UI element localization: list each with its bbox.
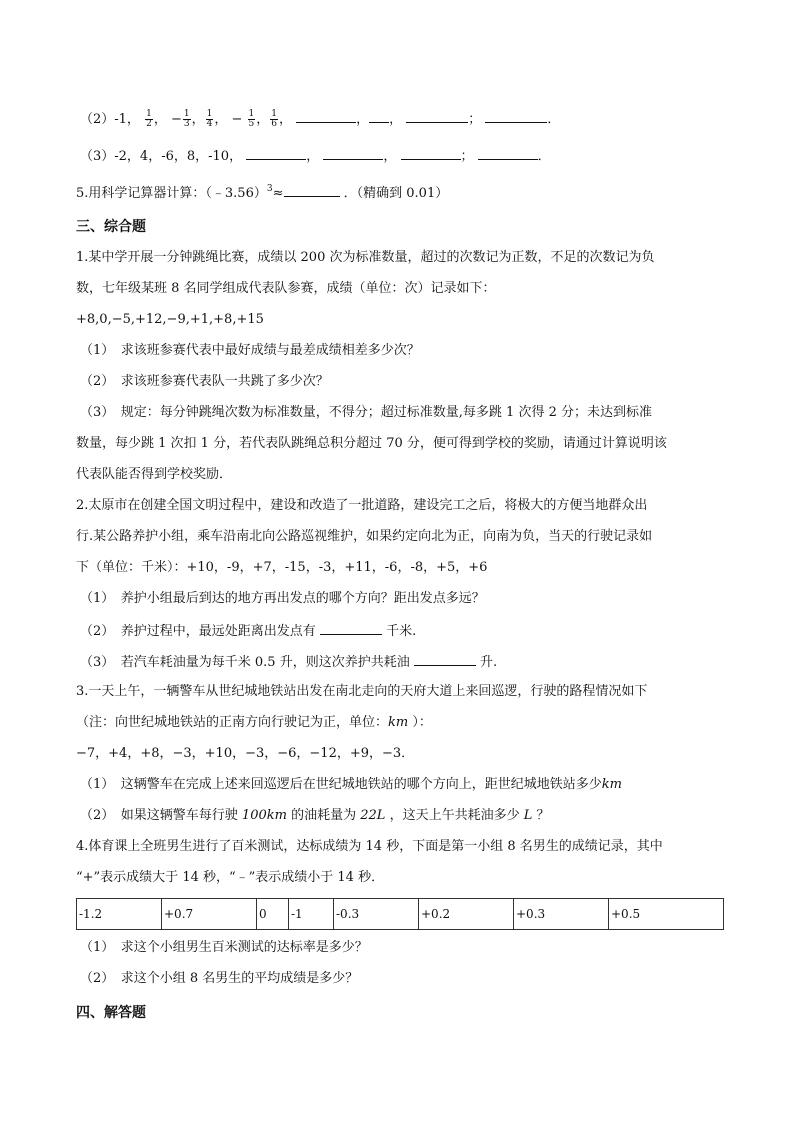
fraction-1-6: $\frac{1}{6}$ <box>271 109 277 129</box>
p2-q3: （3） 若汽车耗油量为每千米 0.5 升，则这次养护共耗油 升. <box>80 651 497 673</box>
p1-q3-line-3: 代表队能否得到学校奖励． <box>76 467 233 482</box>
fraction-1-2: $\frac{1}{2}$ <box>146 109 152 129</box>
table-cell: +0.2 <box>419 899 514 930</box>
section-3-title: 三、综合题 <box>76 219 146 235</box>
p3-line-2: （注：向世纪城地铁站的正南方向行驶记为正，单位：km ）： <box>76 715 432 730</box>
p3-data: −7，+4，+8，−3，+10，−3，−6，−12，+9，−3． <box>76 746 415 761</box>
table-cell: -0.3 <box>334 899 419 930</box>
p1-q3-line-2: 数量，每少跳 1 次扣 1 分，若代表队跳绳总积分超过 70 分，便可得到学校的奖励，请通过计算说明该 <box>76 436 667 451</box>
p2-line-1: 2.太原市在创建全国文明过程中，建设和改造了一批道路，建设完工之后，将极大的方便当地群众出 <box>76 498 648 513</box>
p2-line-2: 行.某公路养护小组，乘车沿南北向公路巡视维护，如果约定向北为正，向南为负，当天的行驶记录如 <box>76 529 653 544</box>
table-cell: -1 <box>289 899 334 930</box>
scores-table <box>76 898 724 930</box>
fraction-1-4: $\frac{1}{4}$ <box>206 109 213 129</box>
table-cell: +0.5 <box>609 899 724 930</box>
answer-blank[interactable] <box>485 108 547 123</box>
answer-blank[interactable] <box>246 145 306 160</box>
table-cell: -1.2 <box>77 899 162 930</box>
q2-sequence-line: （2）-1， $\frac{1}{2}$ ， − $\frac{1}{3}$ ， $\frac{1}{4}$ ， − $\frac{1}{5}$ ， $\frac{1}{6}$ ， ， ， ； ． <box>80 109 561 129</box>
p1-q1: （1） 求该班参赛代表中最好成绩与最差成绩相差多少次？ <box>80 343 420 358</box>
fraction-1-5: $\frac{1}{5}$ <box>248 109 255 129</box>
p1-data: +8,0,−5,+12,−9,+1,+8,+15 <box>76 312 264 327</box>
p2-q2: （2） 养护过程中，最远处距离出发点有 千米. <box>80 620 416 642</box>
answer-blank[interactable] <box>320 620 382 635</box>
answer-blank[interactable] <box>401 145 461 160</box>
p4-q1: （1） 求这个小组男生百米测试的达标率是多少？ <box>80 940 368 955</box>
p4-line-2: “+”表示成绩大于 14 秒，“﹣”表示成绩小于 14 秒． <box>76 870 385 885</box>
p2-q1: （1） 养护小组最后到达的地方再出发点的哪个方向？距出发点多远？ <box>80 591 485 606</box>
p1-line-2: 数，七年级某班 8 名同学组成代表队参赛，成绩（单位：次）记录如下： <box>76 281 496 296</box>
answer-blank[interactable] <box>296 108 356 123</box>
table-cell: 0 <box>257 899 289 930</box>
p1-line-1: 1.某中学开展一分钟跳绳比赛，成绩以 200 次为标准数量，超过的次数记为正数，不足的次数记为负 <box>76 250 655 265</box>
fraction-1-3: $\frac{1}{3}$ <box>183 109 190 129</box>
p1-q3-line-1: （3） 规定：每分钟跳绳次数为标准数量，不得分；超过标准数量,每多跳 1 次得 2 分；未达到标准 <box>80 405 652 420</box>
answer-blank[interactable] <box>284 182 340 197</box>
q5-calculator-line: 5.用科学记算器计算：（﹣3.56）$^3$≈ ．（精确到 0.01） <box>76 184 449 201</box>
answer-blank[interactable] <box>406 108 468 123</box>
p3-q1: （1） 这辆警车在完成上述来回巡逻后在世纪城地铁站的哪个方向上，距世纪城地铁站多少km <box>80 777 622 792</box>
section-4-title: 四、解答题 <box>76 1005 146 1021</box>
p2-line-3: 下（单位：千米）：+10，-9，+7，-15，-3，+11，-6，-8，+5，+6 <box>76 560 488 575</box>
p4-line-1: 4.体育课上全班男生进行了百米测试，达标成绩为 14 秒，下面是第一小组 8 名男生的成绩记录，其中 <box>76 839 663 854</box>
answer-blank[interactable] <box>478 145 538 160</box>
q3-sequence-line: （3）-2，4，-6，8，-10， ， ， ； ． <box>80 145 551 167</box>
answer-blank[interactable] <box>323 145 383 160</box>
p3-q2: （2） 如果这辆警车每行驶 100km 的油耗量为 22L ，这天上午共耗油多少 L ？ <box>80 808 550 823</box>
p3-line-1: 3.一天上午，一辆警车从世纪城地铁站出发在南北走向的天府大道上来回巡逻，行驶的路程情况如下 <box>76 684 648 699</box>
table-cell: +0.3 <box>514 899 609 930</box>
p4-q2: （2） 求这个小组 8 名男生的平均成绩是多少？ <box>80 971 359 986</box>
p1-q2: （2） 求该班参赛代表队一共跳了多少次？ <box>80 374 329 389</box>
table-cell: +0.7 <box>162 899 257 930</box>
answer-blank[interactable] <box>414 651 476 666</box>
table-row <box>77 899 724 930</box>
answer-blank[interactable] <box>369 108 389 123</box>
